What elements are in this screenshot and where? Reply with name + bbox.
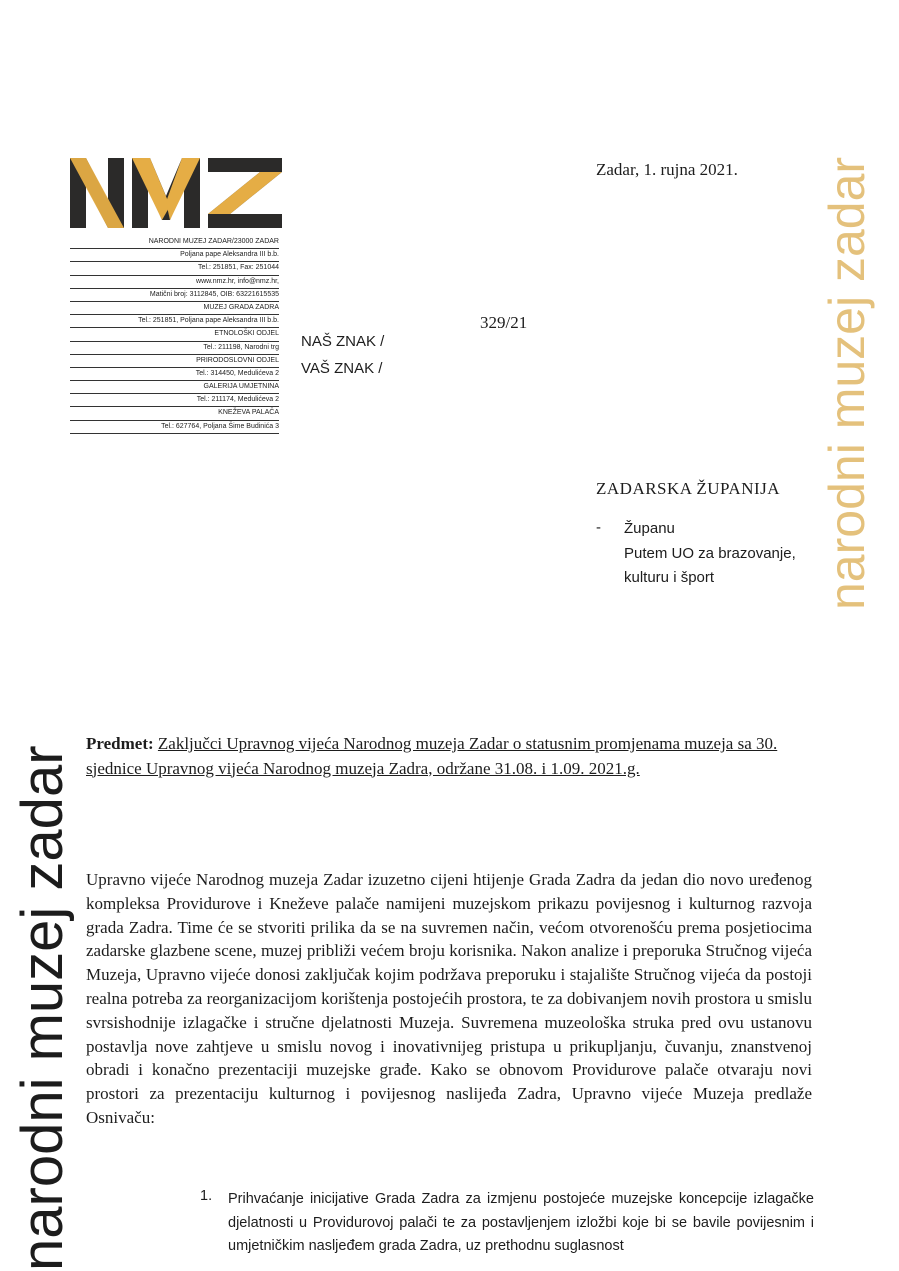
- info-line: Tel.: 251851, Fax: 251044: [70, 262, 279, 275]
- info-line: www.nmz.hr, info@nmz.hr,: [70, 276, 279, 289]
- info-line: Tel.: 211198, Narodni trg: [70, 342, 279, 355]
- info-line: Tel.: 314450, Medulićeva 2: [70, 368, 279, 381]
- recipient-line: Županu: [624, 520, 675, 537]
- info-line: GALERIJA UMJETNINA: [70, 381, 279, 394]
- info-line: Tel.: 627764, Poljana Šime Budinića 3: [70, 421, 279, 434]
- watermark-right: narodni muzej zadar: [819, 156, 875, 610]
- reference-number: 329/21: [480, 313, 528, 332]
- recipient-name: ZADARSKA ŽUPANIJA: [596, 479, 781, 498]
- info-line: Tel.: 251851, Poljana pape Aleksandra III b.b.: [70, 315, 279, 328]
- recipient-dash: -: [596, 519, 601, 536]
- list-item-number: 1.: [200, 1188, 213, 1204]
- info-line: Matični broj: 3112845, OIB: 63221615535: [70, 289, 279, 302]
- subject-text: Zaključci Upravnog vijeća Narodnog muzeja Zadar o statusnim promjenama muzeja sa 30. sjednice Upravnog vijeća Narodnog muzeja Zadra, održane 31.08. i 1.09. 2021.g.: [86, 734, 778, 778]
- recipient-line: Putem UO za brazovanje,: [624, 545, 796, 562]
- nmz-logo-mark: [70, 158, 282, 228]
- vas-znak-label: VAŠ ZNAK /: [301, 360, 383, 377]
- museum-logo: [70, 158, 282, 228]
- subject-label: Predmet:: [86, 734, 154, 753]
- info-line: PRIRODOSLOVNI ODJEL: [70, 355, 279, 368]
- info-line: MUZEJ GRADA ZADRA: [70, 302, 279, 315]
- recipient-line: kulturu i šport: [624, 569, 715, 586]
- document-date: Zadar, 1. rujna 2021.: [596, 160, 738, 179]
- logo-z-stroke: [208, 172, 282, 214]
- info-line: KNEŽEVA PALAČA: [70, 407, 279, 420]
- info-line: Poljana pape Aleksandra III b.b.: [70, 249, 279, 262]
- list-item-text: Prihvaćanje inicijative Grada Zadra za izmjenu postojeće muzejske koncepcije izlagačke djelatnosti u Providurovoj palači te za postavljenjem izložbi koje bi se bavile povijesnim i umjetničkim nasljeđem grada Zadra, uz prethodnu suglasnost: [228, 1191, 814, 1254]
- subject-block: [86, 732, 786, 781]
- body-paragraph: Upravno vijeće Narodnog muzeja Zadar izuzetno cijeni htijenje Grada Zadra da jedan dio novo uređenog kompleksa Providurove i Kneževe palače namijeni muzejskom prikazu povijesnog i kulturnog razvoja grada Zadra. Time će se stvoriti prilika da se na suvremen način, većom otvorenošću prema posjetiocima zadarske glazbene scene, muzej približi većem broju korisnika. Nakon analize i preporuka Stručnog vijeća Muzeja, Upravno vijeće donosi zaključak kojim podržava preporuku i stajalište Stručnog vijeća da postoji realna potreba za reorganizacijom korištenja postojećih prostora, te za dobivanjem novih prostora u smislu svrsishodnije izlagačke i stručne djelatnosti Muzeja. Suvremena muzeološka struka pred ovu ustanovu postavlja nove zahtjeve u smislu novog i inovativnijeg pristupa u prikupljanju, čuvanju, znanstvenoj obradi i konačno prezentaciji muzejske građe. Kako se obnovom Providurove palače otvaraju novi prostori za prezentaciju kulturnog i povijesnog naslijeđa Zadra, Upravno vijeće Muzeja predlaže Osnivaču:: [86, 870, 812, 1127]
- info-line: ETNOLOŠKI ODJEL: [70, 328, 279, 341]
- info-line: NARODNI MUZEJ ZADAR/23000 ZADAR: [70, 236, 279, 249]
- nas-znak-label: NAŠ ZNAK /: [301, 333, 385, 350]
- info-line: Tel.: 211174, Medulićeva 2: [70, 394, 279, 407]
- watermark-left: narodni muzej zadar: [10, 745, 75, 1271]
- letterhead-info: [70, 236, 279, 434]
